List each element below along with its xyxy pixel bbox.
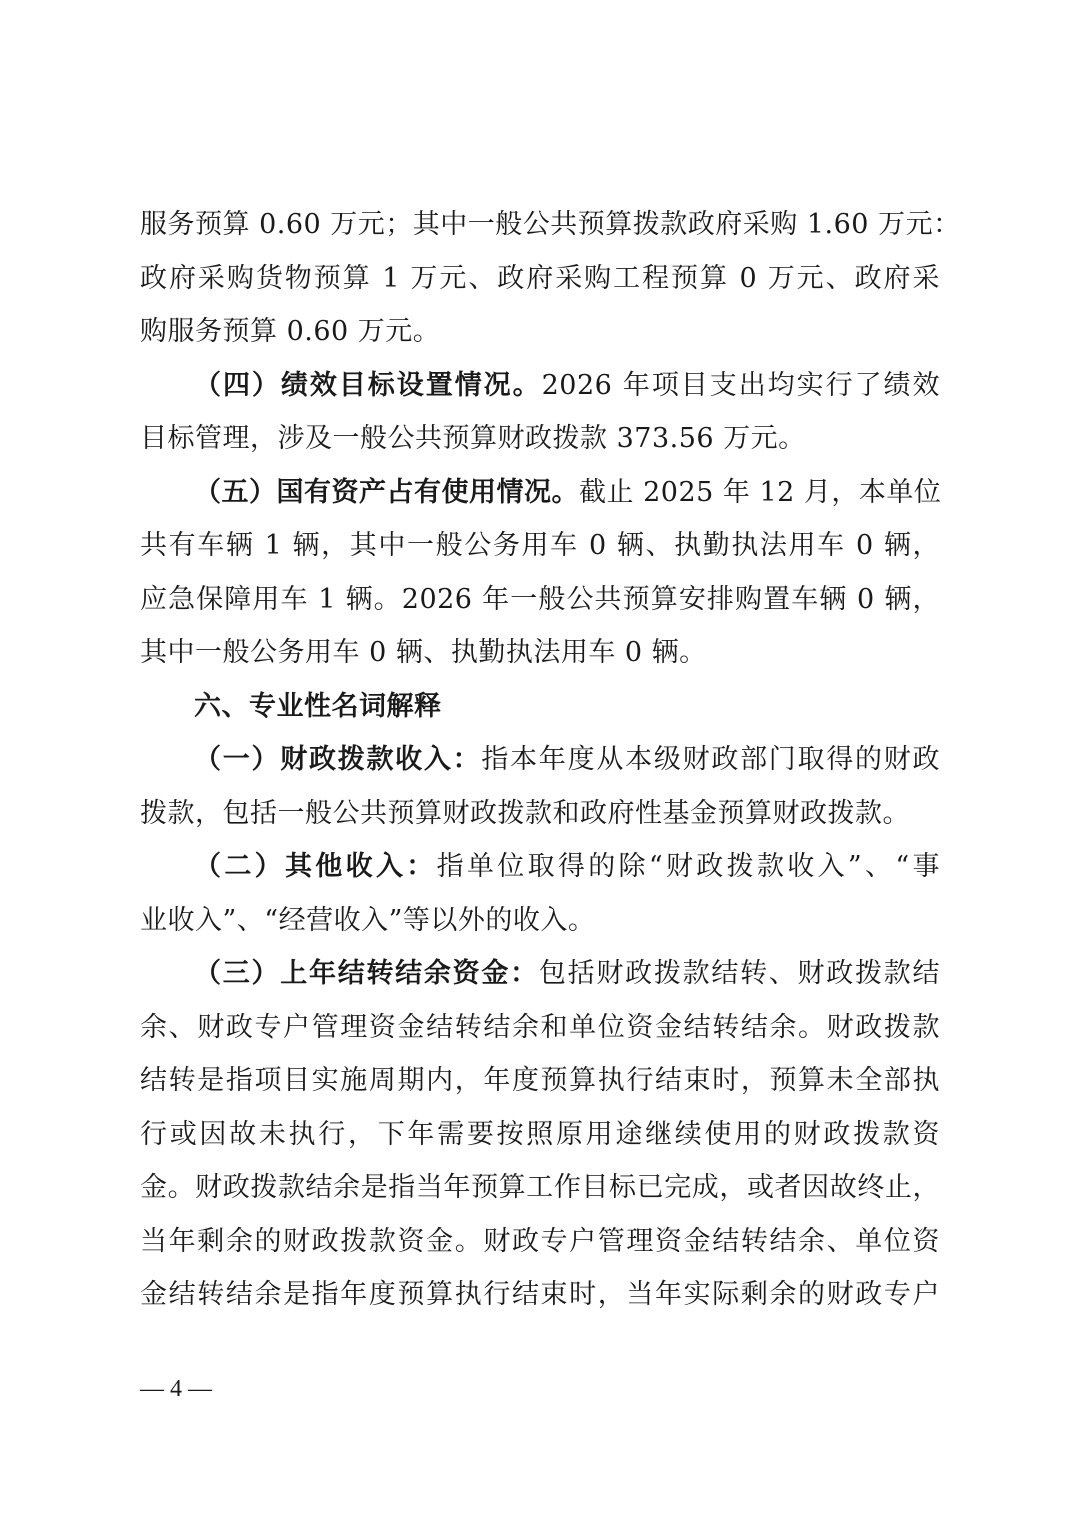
paragraph-line: 政府采购货物预算 1 万元、政府采购工程预算 0 万元、政府采 [140, 262, 940, 294]
paragraph-line: 服务预算 0.60 万元；其中一般公共预算拨款政府采购 1.60 万元： [140, 209, 961, 240]
paragraph-line: 行或因故未执行，下年需要按照原用途继续使用的财政拨款资 [140, 1118, 940, 1150]
document-body [140, 198, 961, 1322]
page-number: — 4 — [140, 1376, 212, 1402]
section-heading: 六、专业性名词解释 [194, 690, 442, 722]
paragraph-line [140, 840, 940, 894]
paragraph-line: 当年剩余的财政拨款资金。财政专户管理资金结转结余、单位资 [140, 1225, 940, 1257]
paragraph-line: 目标管理，涉及一般公共预算财政拨款 373.56 万元。 [140, 423, 806, 454]
paragraph-line [140, 733, 940, 787]
paragraph-line: 共有车辆 1 辆，其中一般公务用车 0 辆、执勤执法用车 0 辆， [140, 530, 940, 561]
paragraph-text: 2026 年项目支出均实行了绩效 [541, 369, 941, 401]
paragraph-line [140, 947, 940, 1001]
section-label: （一）财政拨款收入： [194, 744, 482, 775]
section-label: （四）绩效目标设置情况。 [194, 369, 542, 401]
paragraph-line: 其中一般公务用车 0 辆、执勤执法用车 0 辆。 [140, 637, 707, 668]
section-label: （二）其他收入： [194, 851, 437, 882]
paragraph-text: 截止 2025 年 12 月，本单位 [579, 476, 942, 508]
paragraph-line: 应急保障用车 1 辆。2026 年一般公共预算安排购置车辆 0 辆， [140, 583, 940, 615]
paragraph-line [140, 466, 940, 520]
paragraph-line: 金。财政拨款结余是指当年预算工作目标已完成，或者因故终止， [140, 1172, 940, 1203]
paragraph-line: 金结转结余是指年度预算执行结束时，当年实际剩余的财政专户 [140, 1279, 940, 1310]
section-label: （五）国有资产占有使用情况。 [194, 476, 579, 508]
paragraph-line: 购服务预算 0.60 万元。 [140, 316, 441, 347]
paragraph-text: 包括财政拨款结转、财政拨款结 [538, 958, 941, 989]
section-label: （三）上年结转结余资金： [194, 958, 539, 989]
paragraph-line: 余、财政专户管理资金结转结余和单位资金结转结余。财政拨款 [140, 1011, 940, 1043]
paragraph-line [140, 359, 940, 413]
paragraph-line: 业收入”、“经营收入”等以外的收入。 [140, 904, 596, 936]
paragraph-text: 指本年度从本级财政部门取得的财政 [481, 744, 941, 775]
paragraph-line: 结转是指项目实施周期内，年度预算执行结束时，预算未全部执 [140, 1065, 940, 1096]
paragraph-line: 拨款，包括一般公共预算财政拨款和政府性基金预算财政拨款。 [140, 797, 910, 829]
paragraph-text: 指单位取得的除“财政拨款收入”、“事 [436, 851, 940, 882]
